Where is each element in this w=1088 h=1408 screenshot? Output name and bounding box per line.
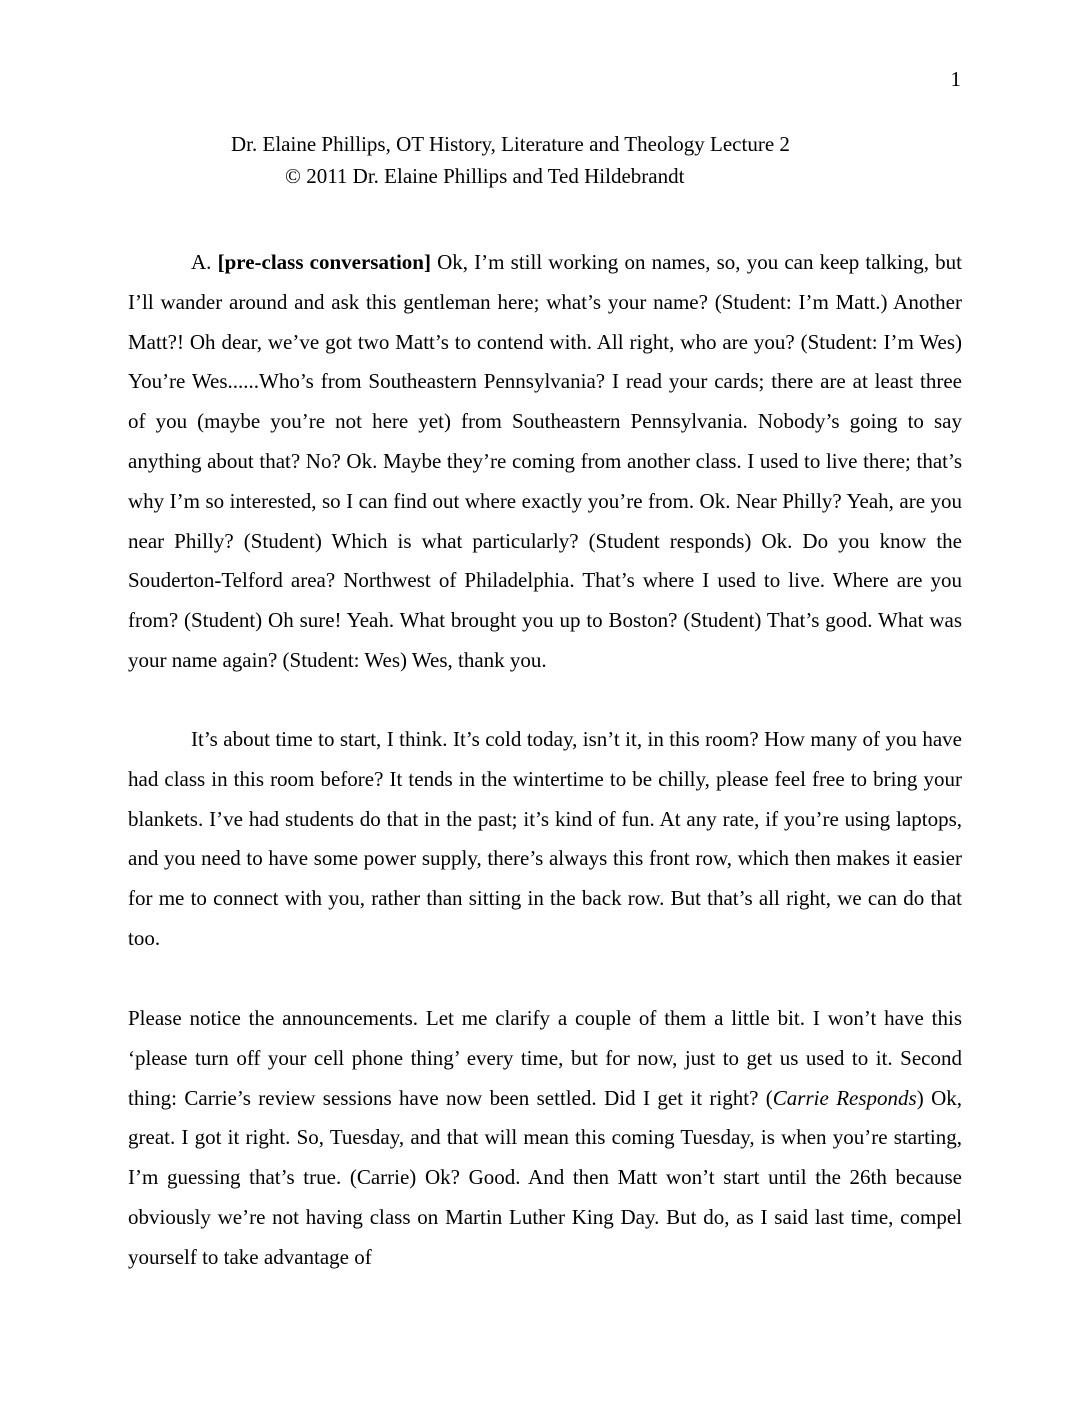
paragraph-text: [128, 999, 962, 1278]
page-number: 1: [950, 67, 961, 91]
lecture-title: Dr. Elaine Phillips, OT History, Literature and Theology Lecture 2: [231, 132, 790, 156]
section-label: A.: [191, 250, 218, 274]
paragraph-body-end: ) Ok, great. I got it right. So, Tuesday, and that will mean this coming Tuesday, is when you’re starting, I’m guessing that’s true. (Carrie) Ok? Good. And then Matt won’t start until the 26th because obviously we’re not having class on Martin Luther King Day. But do, as I said last time, compel yourself to take advantage of: [128, 1085, 962, 1269]
paragraph-body: Ok, I’m still working on names, so, you can keep talking, but I’ll wander around and ask this gentleman here; what’s your name? (Student: I’m Matt.) Another Matt?! Oh dear, we’ve got two Matt’s to contend with. All right, who are you? (Student: I’m Wes) You’re Wes......Who’s from Southeastern Pennsylvania? I read your cards; there are at least three of you (maybe you’re not here yet) from Southeastern Pennsylvania. Nobody’s going to say anything about that? No? Ok. Maybe they’re coming from another class. I used to live there; that’s why I’m so interested, so I can find out where exactly you’re from. Ok. Near Philly? Yeah, are you near Philly? (Student) Which is what particularly? (Student responds) Ok. Do you know the Souderton-Telford area? Northwest of Philadelphia. That’s where I used to live. Where are you from? (Student) Oh sure! Yeah. What brought you up to Boston? (Student) That’s good. What was your name again? (Student: Wes) Wes, thank you.: [128, 250, 962, 672]
paragraph-pre-class-conversation: [128, 243, 962, 681]
paragraph-text: It’s about time to start, I think. It’s cold today, isn’t it, in this room? How many of you have had class in this room before? It tends in the wintertime to be chilly, please feel free to bring your blankets. I’ve had students do that in the past; it’s kind of fun. At any rate, if you’re using laptops, and you need to have some power supply, there’s always this front row, which then makes it easier for me to connect with you, rather than sitting in the back row. But that’s all right, we can do that too.: [128, 727, 962, 950]
paragraph-text: [128, 243, 962, 681]
paragraph-announcements: [128, 999, 962, 1278]
speaker-note: Carrie Responds: [772, 1085, 917, 1110]
paragraph-body-start: Please notice the announcements. Let me clarify a couple of them a little bit. I won’t have this ‘please turn off your cell phone thing’ every time, but for now, just to get us used to it. Second thing: Carrie’s review sessions have now been settled. Did I get it right? (: [128, 1006, 962, 1110]
paragraph-start-of-class: [128, 720, 962, 959]
copyright-line: © 2011 Dr. Elaine Phillips and Ted Hildebrandt: [285, 164, 685, 188]
section-heading: [pre-class conversation]: [217, 250, 431, 274]
